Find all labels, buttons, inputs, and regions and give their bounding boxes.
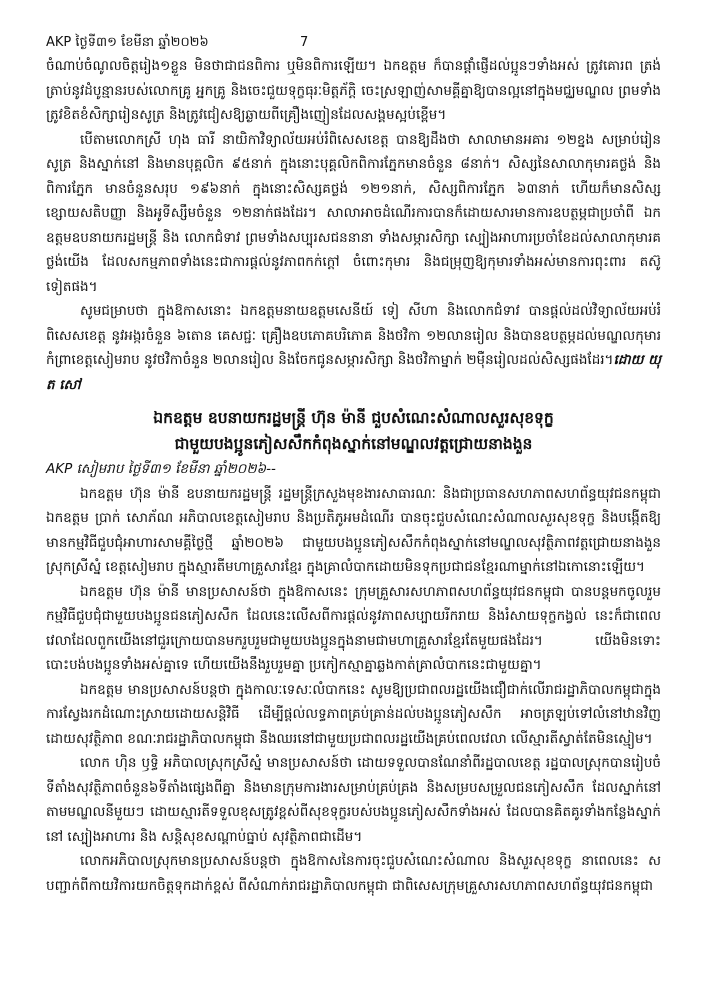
story2-dateline: AKP សៀមរាប ថ្ងៃទី៣១ ខែមីនា ឆ្នាំ២០២៦-- [46,461,276,477]
story2-headline-line-2: ជាមួយបងប្អូនភៀសសឹកកំពុងស្នាក់នៅមណ្ឌលវត្តជ្រោយនាងងួន [174,435,533,453]
story2-headline [46,405,661,457]
story-continuation [46,54,661,397]
story1-byline: ដោយ យុ ត សៅ [46,352,662,393]
story1-paragraph-1: ចំណាប់ចំណូលចិត្តរៀង១ខ្លួន មិនថាជាជនពិការ ឬមិនពិការឡើយ។ ឯកឧត្តម ក៏បានផ្ដាំផ្ញើដល់ប្អូនៗទាំងអស់ ត្រូវគោរព ត្រង់ត្រាប់នូវដំបូន្មានរបស់លោកគ្រូ អ្នកគ្រូ និងចេះជួយទុក្ខធុរៈមិត្តភ័ក្ដិ ចេះស្រឡាញ់សាមគ្គីគ្នាឱ្យបានល្អនៅក្នុងមជ្ឈមណ្ឌល ព្រមទាំងត្រូវខិតខំសិក្សារៀនសូត្រ និងត្រូវជៀសឱ្យឆ្ងាយពីគ្រឿងញៀនដែលសង្គមស្អប់ខ្ពើម។ [46,58,661,123]
story1-paragraph-3 [46,299,661,397]
story2-paragraph-3: ឯកឧត្តម មានប្រសាសន៍បន្តថា ក្នុងកាលៈទេសៈលំបាកនេះ សូមឱ្យប្រជាពលរដ្ឋយើងជឿជាក់លើរាជរដ្ឋាភិបាលកម្ពុជាក្នុងការស្វែងរកដំណោះស្រាយដោយសន្តិវិធី ដើម្បីផ្ដល់លទ្ធភាពគ្រប់គ្រាន់ដល់បងប្អូនភៀសសឹក អាចត្រឡប់ទៅលំនៅឋានវិញដោយសុវត្ថិភាព ខណៈរាជរដ្ឋាភិបាលកម្ពុជា នឹងឈរនៅជាមួយប្រជាពលរដ្ឋយើងគ្រប់ពេលវេលា លើស្មារតីស្វាត់តែមិនស្មៀម។ [46,681,661,747]
story2-paragraph-5: លោកអភិបាលស្រុកមានប្រសាសន៍បន្តថា ក្នុងឱកាសនៃការចុះជួបសំណេះសំណាល និងសួរសុខទុក្ខ នាពេលនេះ សបញ្ជាក់ពីកាយវិការយកចិត្តទុកដាក់ខ្ពស់ ពីសំណាក់រាជរដ្ឋាភិបាលកម្ពុជា ជាពិសេសក្រុមគ្រួសារសហភាពសហព័ន្ធយុវជនកម្ពុជា [46,853,661,894]
page-header [46,32,661,54]
story1-paragraph-2: បើតាមលោកស្រី ហុង ធារី នាយិកាវិទ្យាល័យអប់រំពិសេសខេត្ត បានឱ្យដឹងថា សាលាមានអគារ ១២ខ្នង សម្រាប់រៀនសូត្រ និងស្នាក់នៅ និងមានបុគ្គលិក ៩៥នាក់ ក្នុងនោះបុគ្គលិកពិការភ្នែកមានចំនួន ៨នាក់។ សិស្សនៃសាលាកុមារគថ្លង់ និងពិការភ្នែក មានចំនួនសរុប ១៩៦នាក់ ក្នុងនោះសិស្សគថ្លង់ ១២១នាក់, សិស្សពិការភ្នែក ៦៣នាក់ ហើយក៏មានសិស្សខ្សោយសតិបញ្ញា និងអូទីស្សឹមចំនួន ១២នាក់ផងដែរ។ សាលាអាចដំណើរការបានក៏ដោយសារមានការឧបត្ថម្ភជាប្រចាំពី ឯកឧត្តមឧបនាយករដ្ឋមន្ត្រី និង លោកជំទាវ ព្រមទាំងសប្បុរសជននានា ទាំងសម្ភារសិក្សា ស្បៀងអាហារប្រចាំខែដល់សាលាកុមារគថ្លង់យើង ដែលសកម្មភាពទាំងនេះជាការផ្ដល់នូវភាពកក់ក្ដៅ ចំពោះកុមារ និងជម្រុញឱ្យកុមារទាំងអស់មានការពុះពារ តស៊ូទៀតផង។ [46,131,661,295]
story2-headline-line-1: ឯកឧត្តម ឧបនាយករដ្ឋមន្ត្រី ហ៊ុន ម៉ានី ជួបសំណេះសំណាលសួរសុខទុក្ខ [153,409,554,427]
story2-paragraph-1: ឯកឧត្តម ហ៊ុន ម៉ានី ឧបនាយករដ្ឋមន្ត្រី រដ្ឋមន្ត្រីក្រសួងមុខងារសាធារណៈ និងជាប្រធានសហភាពសហព័ន្ធយុវជនកម្ពុជា ឯកឧត្តម ប្រាក់ សោភ័ណ អភិបាលខេត្តសៀមរាប និងប្រតិភូអមដំណើរ បានចុះជួបសំណេះសំណាលសួរសុខទុក្ខ និងបង្កើតឱ្យមានកម្មវិធីជួបជុំអាហារសាមគ្គីថ្ងៃថ្មី ឆ្នាំ២០២៦ ជាមួយបងប្អូនភៀសសឹកកំពុងស្នាក់នៅមណ្ឌលសុវត្ថិភាពវត្តជ្រោយនាងងួន ស្រុកស្រីស្នំ ខេត្តសៀមរាប ក្នុងស្មារតីមហាគ្រួសារខ្មែរ ក្នុងគ្រាលំបាកដោយមិនទុកប្រជាជនខ្មែរណាម្នាក់នៅឯកោនោះឡើយ។ [46,485,661,575]
story2-paragraph-2: ឯកឧត្តម ហ៊ុន ម៉ានី មានប្រសាសន៍ថា ក្នុងឱកាសនេះ ក្រុមគ្រួសារសហភាពសហព័ន្ធយុវជនកម្ពុជា បានបន្តមកចូលរួមកម្មវិធីជួបជុំជាមួយបងប្អូនជនភៀសសឹក ដែលនេះលើសពីការផ្ដល់នូវភាពសប្បាយរីករាយ និងរំសាយទុក្ខកង្វល់ នេះក៏ជាពេលវេលាដែលពួកយើងនៅជួរក្រោយបានមករួបរួមជាមួយបងប្អូនក្នុងនាមជាមហាគ្រួសារខ្មែរតែមួយផងដែរ។ យើងមិនទោះបោះបង់បងប្អូនទាំងអស់គ្នាទេ ហើយយើងនឹងរួបរួមគ្នា ប្រកៀកស្មាគ្នាឆ្លងកាត់គ្រាលំបាកនេះជាមួយគ្នា។ [46,583,661,673]
story2-paragraph-4: លោក ហ៊ិន ឫទ្ធិ អភិបាលស្រុកស្រីស្នំ មានប្រសាសន៍ថា ដោយទទួលបានណែនាំពីរដ្ឋបាលខេត្ត រដ្ឋបាលស្រុកបានរៀបចំទីតាំងសុវត្ថិភាពចំនួន៦ទីតាំងផ្សេងពីគ្នា និងមានក្រុមការងារសម្រាប់គ្រប់គ្រង និងសម្របសម្រួលជនភៀសសឹក ដែលស្នាក់នៅតាមមណ្ឌលនីមួយៗ ដោយស្មារតីទទួលខុសត្រូវខ្ពស់ពីសុខទុក្ខរបស់បងប្អូនភៀសសឹកទាំងអស់ ដែលបានគិតគូរទាំងកន្លែងស្នាក់នៅ ស្បៀងអាហារ និង សន្តិសុខសណ្ដាប់ធ្នាប់ សុវត្ថិភាពជាដើម។ [46,755,661,845]
page-number: 7 [300,35,309,50]
story-2 [46,405,661,898]
story1-paragraph-3-text: សូមជម្រាបថា ក្នុងឱកាសនោះ ឯកឧត្តមនាយឧត្តមសេនីយ៍ ទៀ សីហា និងលោកជំទាវ បានផ្ដល់ដល់វិទ្យាល័យអប់រំពិសេសខេត្ត នូវអង្ករចំនួន ៦តោន គេសជ្ជៈ គ្រឿងឧបភោគបរិភោគ និងថវិកា ១២លានរៀល និងបានឧបត្ថម្ភដល់មណ្ឌលកុមារកំព្រាខេត្តសៀមរាប នូវថវិកាចំនួន ២លានរៀល និងចែកជូនសម្ភារសិក្សា និងថវិកាម្នាក់ ២ម៉ឺនរៀលដល់សិស្សផងដែរ។ [46,303,661,368]
header-date: AKP ថ្ងៃទី៣១ ខែមីនា ឆ្នាំ២០២៦ [46,35,209,50]
